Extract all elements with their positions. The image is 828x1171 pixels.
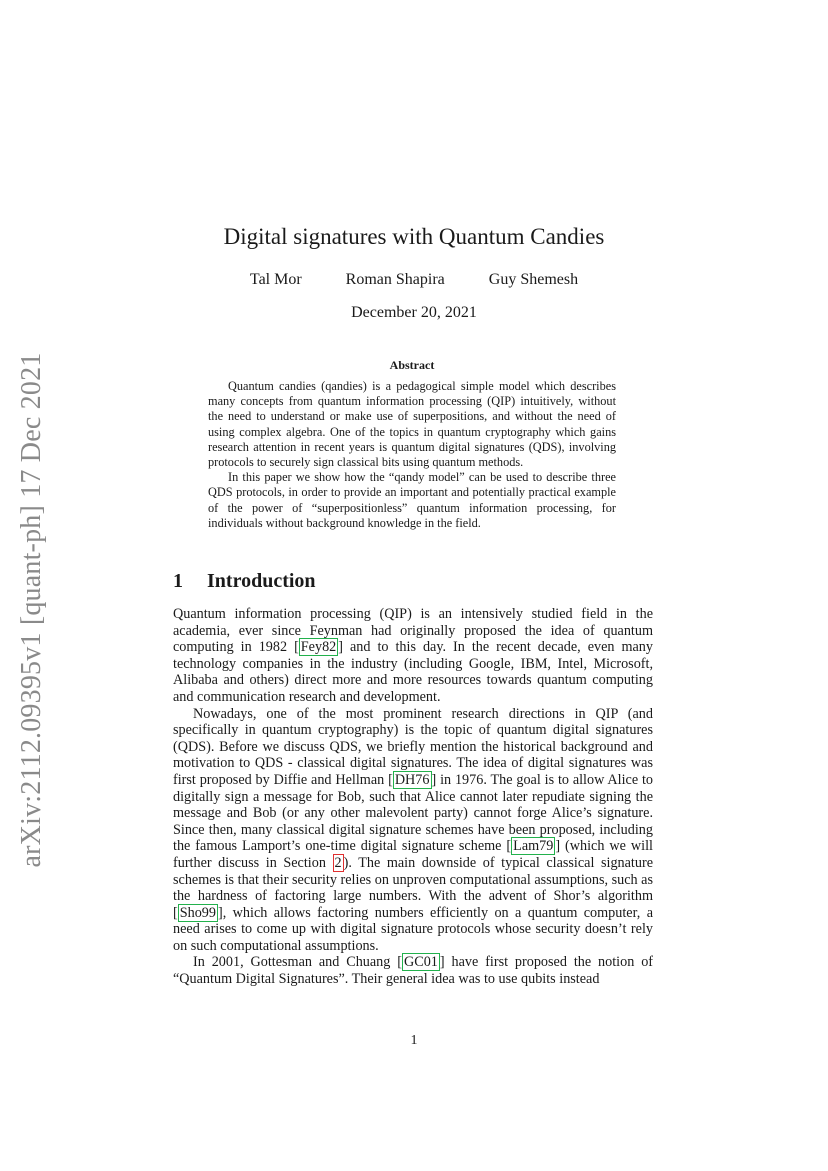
paper-date: December 20, 2021: [351, 304, 477, 321]
arxiv-identifier: arXiv:2112.09395v1 [quant-ph] 17 Dec 2021: [16, 352, 47, 868]
body-paragraph: Quantum information processing (QIP) is an intensively studied field in the academia, ever since Feynman had originally proposed the idea of quantum computing in 1982 [ Fey82 ] and to this day. In the recent decade, even many technology companies in the industry (including Google, IBM, Intel, Microsoft, Alibaba and others) direct more and more resources towards quantum computing and communication research and development.: [173, 606, 653, 705]
section-title: Introduction: [207, 570, 316, 592]
text-run: and to this day. In the recent decade, even many technology companies in the industry (including Google, IBM, Intel, Microsoft, Alibaba and others) direct more and more resources towards quantum computing and communication research and development.: [173, 639, 653, 705]
citation-link[interactable]: GC01: [404, 954, 438, 971]
text-run: Nowadays, one of the most prominent research directions in QIP (and specifically in quantum cryptography) is the topic of quantum digital signatures (QDS). Before we discuss QDS, we briefly mention the historical background and motivation to QDS - classical digital signatures. The idea of digital signatures was first proposed by Diffie and Hellman: [173, 705, 653, 788]
citation-link[interactable]: Lam79: [513, 838, 554, 855]
abstract-paragraph: In this paper we show how the “qandy model” can be used to describe three QDS protocols, in order to provide an important and potentially practical example of the power of “superpositionless” quantum information processing, for individuals without background knowledge in the field.: [208, 470, 616, 530]
body-paragraph: In 2001, Gottesman and Chuang [ GC01 ] have first proposed the notion of “Quantum Digital Signatures”. Their general idea was to use qubits instead: [173, 954, 654, 988]
page-number: 1: [410, 1033, 418, 1048]
text-run: ). The main downside of typical classical signature schemes is that their security relies on unproven computational assumptions, such as the hardness of factoring large numbers. With the advent of Shor’s algorithm: [173, 854, 653, 905]
section-number: 1: [173, 570, 183, 592]
text-run: , which allows factoring numbers efficiently on a quantum computer, a need arises to come up with digital signature protocols whose security doesn’t rely on such computational assumptions.: [173, 904, 653, 954]
arxiv-sidebar-stamp: [8, 350, 56, 870]
body-text: [173, 606, 653, 988]
abstract-paragraph: Quantum candies (qandies) is a pedagogical simple model which describes many concepts from quantum information processing (QIP) intuitively, without the need to understand or make use of superpositions, and without the need of using complex algebra. One of the topics in quantum cryptography which gains research attention in recent years is quantum digital signatures (QDS), involving protocols to securely sign classical bits using quantum methods.: [208, 379, 616, 470]
paper-title: Digital signatures with Quantum Candies: [223, 224, 605, 249]
author-list: [0, 271, 828, 289]
text-run: in 1976. The goal is to allow Alice to digitally sign a message for Bob, such that Alice cannot later repudiate signing the message and Bob (or any other malevolent party) cannot forge Alice’s signature. Since then, many classical digital signature schemes have been proposed, including the famous Lamport’s one-time digital signature scheme: [173, 771, 653, 855]
citation-link[interactable]: Sho99: [179, 904, 216, 921]
text-run: have first proposed the notion of “Quantum Digital Signatures”. Their general idea was to use qubits instead: [173, 954, 654, 988]
abstract: [208, 358, 616, 531]
author-name: Tal Mor: [249, 271, 302, 288]
text-run: Quantum information processing (QIP) is an intensively studied field in the academia, ever since Feynman had originally proposed the idea of quantum computing in 1982: [173, 606, 653, 656]
abstract-heading: Abstract: [389, 358, 435, 372]
text-run: In 2001, Gottesman and Chuang: [193, 954, 398, 971]
author-name: Guy Shemesh: [488, 271, 579, 288]
section-heading: [173, 570, 316, 593]
section-reference-link[interactable]: 2: [334, 854, 342, 871]
body-paragraph: Nowadays, one of the most prominent research directions in QIP (and specifically in quantum cryptography) is the topic of quantum digital signatures (QDS). Before we discuss QDS, we briefly mention the historical background and motivation to QDS - classical digital signatures. The idea of digital signatures was first proposed by Diffie and Hellman [ DH76 ] in 1976. The goal is to allow Alice to digitally sign a message for Bob, such that Alice cannot later repudiate signing the message and Bob (or any other malevolent party) cannot forge Alice’s signature. Since then, many classical digital signature schemes have been proposed, including the famous Lamport’s one-time digital signature scheme [ Lam79 ] (which we will further discuss in Section 2 ). The main downside of typical classical signature schemes is that their security relies on unproven computational assumptions, such as the hardness of factoring large numbers. With the advent of Shor’s algorithm [ Sho99 ], which allows factoring numbers efficiently on a quantum computer, a need arises to come up with digital signature protocols whose security doesn’t rely on such computational assumptions.: [173, 705, 653, 954]
text-run: (which we will further discuss in Section: [173, 838, 653, 871]
author-name: Roman Shapira: [345, 271, 445, 288]
citation-link[interactable]: DH76: [394, 771, 430, 788]
citation-link[interactable]: Fey82: [300, 639, 337, 656]
